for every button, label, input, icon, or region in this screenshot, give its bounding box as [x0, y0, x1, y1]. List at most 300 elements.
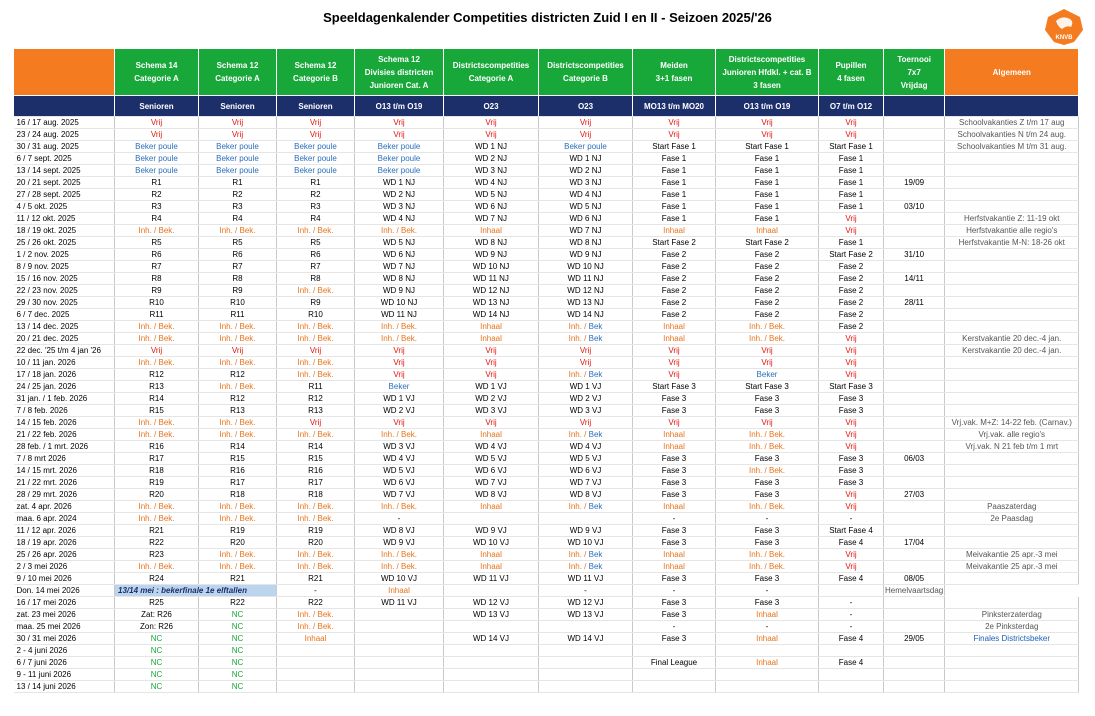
schedule-cell [884, 237, 945, 249]
schedule-cell: R3 [277, 201, 355, 213]
schedule-cell: Fase 2 [633, 261, 716, 273]
schedule-cell [884, 309, 945, 321]
general-note-cell [945, 525, 1079, 537]
schedule-cell: Beker poule [199, 165, 277, 177]
date-cell: 11 / 12 apr. 2026 [14, 525, 115, 537]
schedule-cell: R13 [277, 405, 355, 417]
schedule-cell: Inh. / Bek. [199, 501, 277, 513]
schedule-cell: Vrij [716, 345, 819, 357]
schedule-cell: WD 9 NJ [539, 249, 633, 261]
schedule-cell [819, 681, 884, 693]
schedule-cell: WD 5 NJ [539, 201, 633, 213]
column-subheader: Senioren [115, 96, 199, 117]
general-note-cell [945, 381, 1079, 393]
schedule-cell [355, 657, 444, 669]
schedule-cell: Zat: R26 [115, 609, 199, 621]
schedule-cell: Inhaal [716, 657, 819, 669]
schedule-cell: R1 [115, 177, 199, 189]
table-row [14, 537, 1079, 549]
schedule-cell: WD 7 NJ [444, 213, 539, 225]
general-note-cell [945, 261, 1079, 273]
table-row [14, 681, 1079, 693]
column-header-line: Vrijdag [900, 80, 928, 90]
column-header-line: Schema 12 [216, 61, 259, 70]
table-row [14, 609, 1079, 621]
schedule-cell [539, 549, 633, 561]
schedule-cell: Fase 3 [633, 573, 716, 585]
column-header-line: Junioren Hfdkl. + cat. B [722, 67, 812, 77]
schedule-cell [277, 657, 355, 669]
schedule-cell: R9 [277, 297, 355, 309]
schedule-cell: R5 [199, 237, 277, 249]
schedule-cell: WD 14 NJ [444, 309, 539, 321]
schedule-cell: Vrij [539, 117, 633, 129]
schedule-cell: Inh. / Bek. [716, 429, 819, 441]
schedule-cell [884, 417, 945, 429]
general-note-cell [945, 393, 1079, 405]
schedule-cell [355, 609, 444, 621]
table-row [14, 513, 1079, 525]
schedule-cell: Vrij [633, 357, 716, 369]
date-cell: 20 / 21 sept. 2025 [14, 177, 115, 189]
schedule-cell: 03/10 [884, 201, 945, 213]
schedule-cell: Vrij [819, 225, 884, 237]
schedule-cell: WD 14 VJ [539, 633, 633, 645]
schedule-cell: Inh. / Bek. [355, 333, 444, 345]
beker-label: Bek [588, 322, 603, 331]
table-row [14, 345, 1079, 357]
column-header [14, 49, 115, 96]
date-cell: 6 / 7 juni 2026 [14, 657, 115, 669]
schedule-cell [355, 681, 444, 693]
schedule-cell: Fase 3 [633, 633, 716, 645]
general-note-cell: Finales Districtsbeker [945, 633, 1079, 645]
schedule-cell: WD 3 VJ [539, 405, 633, 417]
schedule-cell: R14 [277, 441, 355, 453]
general-note-cell: Vrj.vak. M+Z: 14-22 feb. (Carnav.) [945, 417, 1079, 429]
column-header-line: Categorie A [134, 74, 179, 83]
schedule-cell [884, 141, 945, 153]
schedule-cell [884, 285, 945, 297]
schedule-cell: Fase 3 [819, 477, 884, 489]
schedule-cell: Vrij [819, 417, 884, 429]
schedule-cell: Vrij [716, 417, 819, 429]
column-header-line: Categorie A [215, 74, 260, 83]
schedule-cell: WD 3 NJ [355, 201, 444, 213]
schedule-cell: Fase 1 [633, 201, 716, 213]
schedule-cell: Start Fase 2 [633, 237, 716, 249]
schedule-cell [884, 261, 945, 273]
schedule-cell: Fase 3 [633, 465, 716, 477]
schedule-cell: WD 7 NJ [539, 225, 633, 237]
schedule-cell: WD 11 NJ [444, 273, 539, 285]
schedule-cell [539, 501, 633, 513]
schedule-cell [355, 633, 444, 645]
schedule-cell: R16 [115, 441, 199, 453]
column-subheader [884, 96, 945, 117]
schedule-cell: NC [199, 669, 277, 681]
schedule-cell: R11 [115, 309, 199, 321]
schedule-cell: WD 4 VJ [539, 441, 633, 453]
inhaal-label: Inh. / [568, 370, 589, 379]
table-row [14, 381, 1079, 393]
schedule-cell: Vrij [819, 441, 884, 453]
date-cell: Don. 14 mei 2026 [14, 585, 115, 597]
schedule-cell [884, 165, 945, 177]
schedule-cell: Inh. / Bek. [716, 321, 819, 333]
schedule-cell: R12 [199, 393, 277, 405]
schedule-cell: Vrij [444, 117, 539, 129]
schedule-cell: 19/09 [884, 177, 945, 189]
date-cell: 13 / 14 sept. 2025 [14, 165, 115, 177]
schedule-cell: Inh. / Bek. [716, 561, 819, 573]
schedule-cell [444, 585, 539, 597]
schedule-cell: WD 4 VJ [355, 453, 444, 465]
schedule-table [13, 48, 1079, 693]
general-note-cell [945, 273, 1079, 285]
schedule-cell: Fase 2 [819, 285, 884, 297]
schedule-cell: R16 [199, 465, 277, 477]
schedule-cell: R20 [199, 537, 277, 549]
schedule-cell [633, 645, 716, 657]
schedule-cell: Inh. / Bek. [277, 333, 355, 345]
table-row [14, 501, 1079, 513]
schedule-cell: Inh. / Bek. [277, 561, 355, 573]
schedule-cell [539, 513, 633, 525]
table-row [14, 525, 1079, 537]
schedule-cell: Fase 1 [716, 153, 819, 165]
schedule-cell: Vrij [539, 345, 633, 357]
schedule-cell: Vrij [819, 345, 884, 357]
schedule-cell: Start Fase 1 [819, 141, 884, 153]
schedule-cell: R6 [115, 249, 199, 261]
schedule-cell [884, 369, 945, 381]
date-cell: 21 / 22 feb. 2026 [14, 429, 115, 441]
schedule-cell: Fase 3 [716, 393, 819, 405]
schedule-cell: WD 14 VJ [444, 633, 539, 645]
schedule-cell: Fase 2 [819, 261, 884, 273]
date-cell: 8 / 9 nov. 2025 [14, 261, 115, 273]
schedule-cell: WD 6 NJ [444, 201, 539, 213]
table-row [14, 573, 1079, 585]
table-row [14, 669, 1079, 681]
schedule-cell [819, 585, 884, 597]
schedule-cell: Fase 1 [819, 237, 884, 249]
schedule-cell: WD 12 VJ [539, 597, 633, 609]
schedule-cell: Vrij [716, 129, 819, 141]
schedule-cell: Inh. / Bek. [115, 417, 199, 429]
schedule-cell [884, 429, 945, 441]
beker-label: Bek [588, 562, 603, 571]
schedule-cell: WD 3 VJ [444, 405, 539, 417]
schedule-cell [444, 669, 539, 681]
column-header-line: Divisies districten [364, 67, 434, 77]
schedule-cell: 14/11 [884, 273, 945, 285]
general-note-cell [945, 153, 1079, 165]
schedule-cell: Inh. / Bek. [355, 549, 444, 561]
general-note-cell [945, 309, 1079, 321]
schedule-cell: Vrij [115, 129, 199, 141]
schedule-cell: Vrij [444, 369, 539, 381]
schedule-cell [884, 621, 945, 633]
schedule-cell: R8 [277, 273, 355, 285]
schedule-cell: Fase 1 [819, 177, 884, 189]
schedule-cell: Fase 3 [819, 393, 884, 405]
schedule-cell: Inh. / Bek. [355, 561, 444, 573]
column-subheader: O23 [444, 96, 539, 117]
date-cell: 1 / 2 nov. 2025 [14, 249, 115, 261]
general-note-cell [945, 669, 1079, 681]
schedule-cell: Start Fase 3 [716, 381, 819, 393]
general-note-cell [945, 453, 1079, 465]
schedule-cell [444, 621, 539, 633]
schedule-cell [884, 381, 945, 393]
schedule-cell [884, 669, 945, 681]
date-cell: 17 / 18 jan. 2026 [14, 369, 115, 381]
schedule-cell: R7 [115, 261, 199, 273]
schedule-cell: Vrij [115, 345, 199, 357]
table-row [14, 237, 1079, 249]
schedule-cell: Vrij [819, 561, 884, 573]
schedule-cell: R1 [277, 177, 355, 189]
schedule-cell [539, 681, 633, 693]
column-subheader: Senioren [199, 96, 277, 117]
schedule-cell: Fase 2 [716, 309, 819, 321]
schedule-cell: WD 9 VJ [355, 537, 444, 549]
schedule-cell: WD 3 VJ [355, 441, 444, 453]
column-subheader: O13 t/m O19 [716, 96, 819, 117]
schedule-cell: NC [199, 621, 277, 633]
schedule-cell: R4 [277, 213, 355, 225]
schedule-cell: Inh. / Bek. [199, 429, 277, 441]
schedule-cell: Fase 3 [633, 453, 716, 465]
general-note-cell: Herfstvakantie Z: 11-19 okt [945, 213, 1079, 225]
general-note-cell: Meivakantie 25 apr.-3 mei [945, 549, 1079, 561]
schedule-cell: WD 4 NJ [539, 189, 633, 201]
schedule-cell: Inh. / Bek. [199, 513, 277, 525]
schedule-cell: WD 13 VJ [539, 609, 633, 621]
schedule-cell [539, 321, 633, 333]
schedule-cell [716, 669, 819, 681]
schedule-cell [884, 213, 945, 225]
table-row [14, 597, 1079, 609]
schedule-cell: Beker poule [539, 141, 633, 153]
schedule-cell: Inh. / Bek. [199, 321, 277, 333]
column-header-line: 4 fasen [837, 74, 865, 83]
schedule-cell [539, 561, 633, 573]
general-note-cell [945, 189, 1079, 201]
schedule-cell: WD 7 NJ [355, 261, 444, 273]
schedule-cell [884, 441, 945, 453]
schedule-cell: Fase 3 [716, 453, 819, 465]
schedule-cell: Inhaal [633, 561, 716, 573]
schedule-cell: WD 8 VJ [444, 489, 539, 501]
table-row [14, 333, 1079, 345]
schedule-cell: Fase 2 [633, 285, 716, 297]
schedule-cell: Fase 1 [633, 177, 716, 189]
schedule-cell: Inhaal [633, 549, 716, 561]
schedule-cell: - [539, 585, 633, 597]
column-header-line: Districtscompetities [452, 61, 530, 70]
schedule-cell: R22 [277, 597, 355, 609]
column-header-line: Categorie B [563, 74, 608, 83]
date-cell: 9 - 11 juni 2026 [14, 669, 115, 681]
schedule-cell [884, 321, 945, 333]
schedule-cell: Inhaal [633, 225, 716, 237]
table-row [14, 273, 1079, 285]
schedule-cell: WD 9 VJ [444, 525, 539, 537]
schedule-cell [819, 645, 884, 657]
schedule-cell: NC [115, 633, 199, 645]
schedule-cell [716, 681, 819, 693]
column-header-line: Meiden [660, 61, 688, 70]
schedule-cell: - [819, 609, 884, 621]
schedule-cell: Inh. / Bek. [277, 369, 355, 381]
schedule-cell: R17 [115, 453, 199, 465]
schedule-cell: WD 5 NJ [355, 237, 444, 249]
table-row [14, 405, 1079, 417]
table-row [14, 201, 1079, 213]
column-subheader [945, 96, 1079, 117]
schedule-cell: Fase 2 [633, 297, 716, 309]
schedule-cell: Fase 3 [633, 525, 716, 537]
schedule-cell: Inhaal [633, 321, 716, 333]
table-row [14, 129, 1079, 141]
schedule-cell: R24 [115, 573, 199, 585]
schedule-cell [539, 657, 633, 669]
schedule-cell: R2 [199, 189, 277, 201]
schedule-cell: Fase 3 [716, 537, 819, 549]
schedule-cell: WD 2 NJ [355, 189, 444, 201]
schedule-cell [539, 645, 633, 657]
schedule-cell: R20 [277, 537, 355, 549]
header-row [14, 49, 1079, 96]
schedule-cell: Beker poule [277, 153, 355, 165]
schedule-cell [539, 621, 633, 633]
schedule-cell: NC [115, 669, 199, 681]
date-cell: 22 dec. '25 t/m 4 jan '26 [14, 345, 115, 357]
schedule-cell: Inh. / Bek. [199, 357, 277, 369]
date-cell: 23 / 24 aug. 2025 [14, 129, 115, 141]
inhaal-label: Inh. / [568, 502, 589, 511]
schedule-cell: WD 11 NJ [539, 273, 633, 285]
schedule-cell: Vrij [633, 417, 716, 429]
schedule-cell: WD 2 NJ [539, 165, 633, 177]
table-row [14, 633, 1079, 645]
date-cell: maa. 25 mei 2026 [14, 621, 115, 633]
schedule-cell: WD 3 NJ [444, 165, 539, 177]
column-subheader: O23 [539, 96, 633, 117]
schedule-cell: WD 9 NJ [355, 285, 444, 297]
schedule-cell: R23 [115, 549, 199, 561]
schedule-cell: WD 7 VJ [444, 477, 539, 489]
table-row [14, 141, 1079, 153]
schedule-cell: R10 [277, 309, 355, 321]
schedule-cell: Vrij [199, 345, 277, 357]
schedule-cell: R2 [277, 189, 355, 201]
schedule-cell [884, 681, 945, 693]
schedule-cell: Inhaal [444, 561, 539, 573]
schedule-cell: R4 [199, 213, 277, 225]
date-cell: 22 / 23 nov. 2025 [14, 285, 115, 297]
schedule-cell: WD 8 NJ [444, 237, 539, 249]
schedule-cell: Start Fase 3 [819, 381, 884, 393]
schedule-cell: R21 [199, 573, 277, 585]
schedule-cell: WD 1 VJ [444, 381, 539, 393]
table-row [14, 153, 1079, 165]
knvb-lion-logo [1044, 8, 1084, 46]
general-note-cell: Herfstvakantie M-N: 18-26 okt [945, 237, 1079, 249]
schedule-cell: Inhaal [444, 501, 539, 513]
date-cell: 25 / 26 apr. 2026 [14, 549, 115, 561]
schedule-cell [884, 345, 945, 357]
schedule-cell: WD 6 NJ [539, 213, 633, 225]
schedule-cell: R11 [199, 309, 277, 321]
schedule-cell: Inhaal [444, 549, 539, 561]
column-header-line: Schema 12 [378, 54, 420, 64]
schedule-cell [884, 477, 945, 489]
schedule-cell: WD 10 NJ [444, 261, 539, 273]
schedule-cell: R15 [115, 405, 199, 417]
inhaal-label: Inh. / [568, 550, 589, 559]
schedule-cell [884, 525, 945, 537]
schedule-cell: Fase 1 [819, 189, 884, 201]
schedule-cell: Beker poule [355, 141, 444, 153]
table-row [14, 309, 1079, 321]
schedule-cell: R15 [277, 453, 355, 465]
table-row [14, 621, 1079, 633]
date-cell: 13 / 14 dec. 2025 [14, 321, 115, 333]
schedule-cell: Beker poule [115, 153, 199, 165]
schedule-cell [444, 681, 539, 693]
schedule-cell: Beker poule [355, 153, 444, 165]
schedule-cell: WD 6 VJ [539, 465, 633, 477]
general-note-cell: Pinksterzaterdag [945, 609, 1079, 621]
schedule-cell: Inh. / Bek. [199, 225, 277, 237]
schedule-cell: Vrij [819, 429, 884, 441]
general-note-cell [945, 321, 1079, 333]
schedule-cell: R1 [199, 177, 277, 189]
schedule-cell: NC [115, 681, 199, 693]
schedule-cell [633, 669, 716, 681]
date-cell: 27 / 28 sept. 2025 [14, 189, 115, 201]
schedule-cell: R3 [115, 201, 199, 213]
schedule-cell: Inh. / Bek. [277, 513, 355, 525]
schedule-cell: Inh. / Bek. [355, 321, 444, 333]
schedule-cell: Vrij [539, 357, 633, 369]
table-row [14, 117, 1079, 129]
schedule-cell: Inh. / Bek. [115, 513, 199, 525]
general-note-cell: Schoolvakanties M t/m 31 aug. [945, 141, 1079, 153]
date-cell: 31 jan. / 1 feb. 2026 [14, 393, 115, 405]
column-header [539, 49, 633, 96]
schedule-cell: WD 10 VJ [539, 537, 633, 549]
schedule-cell: R9 [199, 285, 277, 297]
table-row [14, 285, 1079, 297]
schedule-cell: Fase 1 [633, 213, 716, 225]
schedule-cell: Fase 3 [716, 489, 819, 501]
schedule-cell: - [716, 585, 819, 597]
beker-label: Bek [588, 550, 603, 559]
schedule-cell: Vrij [819, 129, 884, 141]
schedule-cell: R5 [115, 237, 199, 249]
schedule-cell [539, 369, 633, 381]
schedule-cell: 31/10 [884, 249, 945, 261]
schedule-cell: Vrij [355, 417, 444, 429]
schedule-cell: Vrij [716, 357, 819, 369]
date-cell: zat. 23 mei 2026 [14, 609, 115, 621]
schedule-cell: R7 [199, 261, 277, 273]
